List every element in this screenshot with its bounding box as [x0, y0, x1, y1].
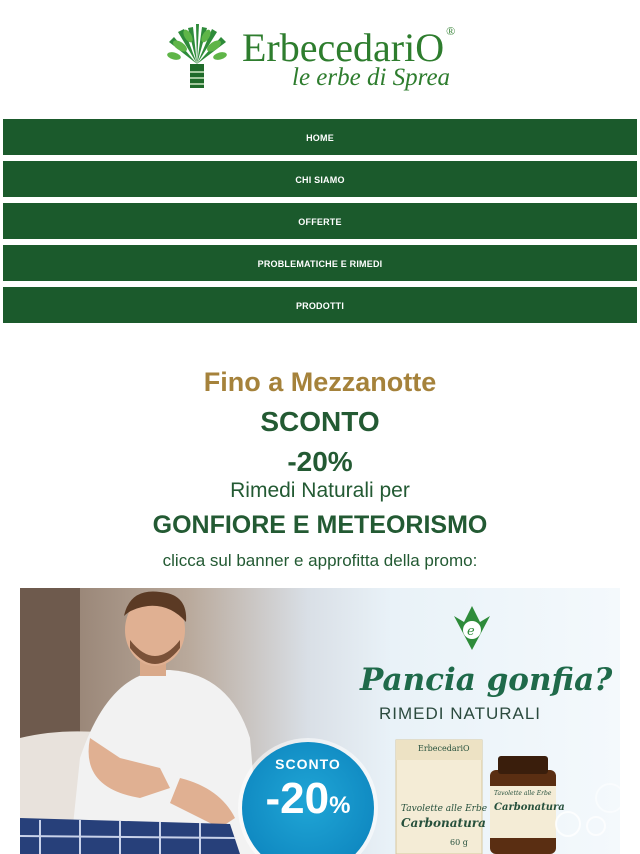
promo-text — [0, 362, 640, 578]
banner-subheadline: RIMEDI NATURALI — [379, 704, 542, 723]
main-nav — [3, 119, 637, 329]
logo-tagline: le erbe di Sprea — [292, 64, 451, 91]
nav-item-home[interactable]: HOME — [3, 119, 637, 155]
nav-item-problematiche[interactable]: PROBLEMATICHE E RIMEDI — [3, 245, 637, 281]
banner-headline: Pancia gonfia? — [360, 662, 613, 698]
nav-item-chi-siamo[interactable]: CHI SIAMO — [3, 161, 637, 197]
nav-item-offerte[interactable]: OFFERTE — [3, 203, 637, 239]
discount-badge — [242, 742, 374, 854]
box-brand: ErbecedariO — [418, 744, 470, 753]
promo-discount: -20% — [287, 446, 353, 477]
badge-label: SCONTO — [275, 756, 341, 772]
svg-text:e: e — [467, 624, 475, 639]
promo-topic: GONFIORE E METEORISMO — [152, 511, 488, 539]
promo-sconto: SCONTO — [260, 406, 380, 437]
promo-cta: clicca sul banner e approfitta della promo: — [162, 551, 478, 570]
bottle-name: Carbonatura — [494, 802, 565, 813]
logo-wordmark: ErbecedariO ® — [242, 24, 456, 70]
site-logo[interactable] — [166, 22, 476, 94]
nav-item-prodotti[interactable]: PRODOTTI — [3, 287, 637, 323]
promo-banner[interactable] — [20, 588, 620, 854]
promo-intro: Rimedi Naturali per — [230, 479, 410, 502]
box-name: Carbonatura — [401, 816, 486, 830]
box-weight: 60 g — [450, 838, 468, 847]
leaf-bundle-icon — [166, 22, 228, 92]
header — [0, 0, 640, 118]
bottle-title: Tavolette alle Erbe — [494, 790, 552, 797]
box-title: Tavolette alle Erbe — [401, 804, 488, 814]
badge-value: -20% — [265, 774, 351, 823]
promo-deadline: Fino a Mezzanotte — [203, 367, 437, 397]
